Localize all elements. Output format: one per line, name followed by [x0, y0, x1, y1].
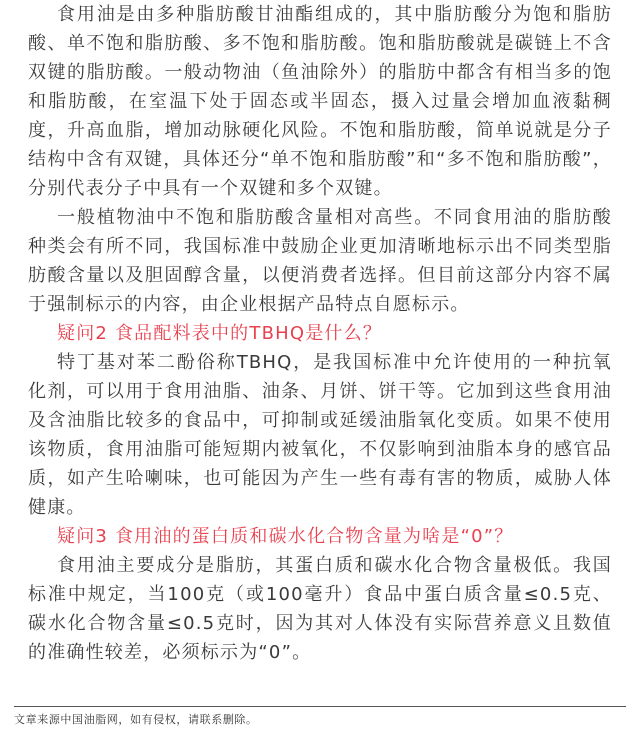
question-2-heading: 疑问2 食品配料表中的TBHQ是什么？ [57, 323, 383, 344]
paragraph-vegetable-oil: 一般植物油中不饱和脂肪酸含量相对高些。不同食用油的脂肪酸种类会有所不同，我国标准中鼓励企业更加清晰地标示出不同类型脂肪酸含量以及胆固醇含量，以便消费者选择。但目前这部分内容不属于强制标示的内容，由企业根据产品特点自愿标示。 [28, 207, 612, 315]
paragraph-fatty-acids: 食用油是由多种脂肪酸甘油酯组成的，其中脂肪酸分为饱和脂肪酸、单不饱和脂肪酸、多不饱和脂肪酸。饱和脂肪酸就是碳链上不含双键的脂肪酸。一般动物油（鱼油除外）的脂肪中都含有相当多的饱和脂肪酸，在室温下处于固态或半固态，摄入过量会增加血液黏稠度，升高血脂，增加动脉硬化风险。不饱和脂肪酸，简单说就是分子结构中含有双键，具体还分“单不饱和脂肪酸”和“多不饱和脂肪酸”，分别代表分子中具有一个双键和多个双键。 [28, 4, 612, 199]
article-body [28, 0, 612, 667]
footer-divider [14, 706, 626, 707]
question-3-heading: 疑问3 食用油的蛋白质和碳水化合物含量为啥是“0”？ [57, 526, 514, 547]
source-note: 文章来源中国油脂网，如有侵权，请联系删除。 [14, 713, 258, 726]
paragraph-tbhq: 特丁基对苯二酚俗称TBHQ，是我国标准中允许使用的一种抗氧化剂，可以用于食用油脂、油条、月饼、饼干等。它加到这些食用油及含油脂比较多的食品中，可抑制或延缓油脂氧化变质。如果不使用该物质，食用油脂可能短期内被氧化，不仅影响到油脂本身的感官品质，如产生哈喇味，也可能因为产生一些有毒有害的物质，威胁人体健康。 [28, 352, 612, 518]
paragraph-protein-carbs: 食用油主要成分是脂肪，其蛋白质和碳水化合物含量极低。我国标准中规定，当100克（或100毫升）食品中蛋白质含量≤0.5克、碳水化合物含量≤0.5克时，因为其对人体没有实际营养意义且数值的准确性较差，必须标示为“0”。 [28, 555, 612, 663]
